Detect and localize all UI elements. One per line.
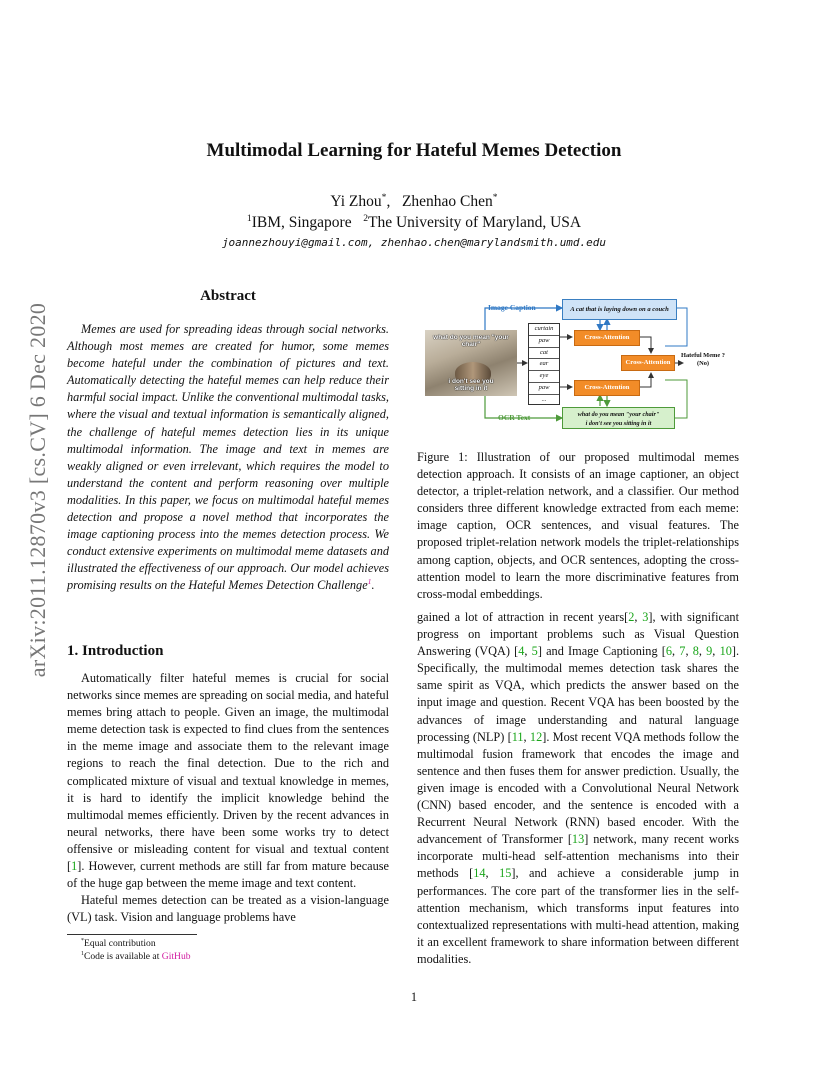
citation-link[interactable]: 1 [71,859,78,874]
text-run: , [485,866,500,881]
footnote [67,937,389,950]
citation-link[interactable]: 9 [706,644,713,659]
footnote-mark: * [81,937,84,944]
output-answer: (No) [696,360,710,367]
text-run: ], with significant progress on important problems such as Visual Question Answering (VQA) [ [417,610,739,659]
paragraph [67,670,389,892]
citation-link[interactable]: 14 [473,866,486,881]
cross-attention-block-middle: Cross-Attention [621,355,675,371]
arxiv-identifier [20,290,56,690]
text-run: ] and Image Captioning [ [537,644,666,659]
citation-link[interactable]: 2 [628,610,635,624]
output-question: Hateful Meme ? [681,352,726,359]
citation-link[interactable]: 8 [692,644,699,659]
text-run: , [712,644,720,659]
citation-link[interactable]: 6 [665,644,673,659]
citation-link[interactable]: 11 [511,729,524,744]
equal-contribution-mark: * [381,191,387,203]
object-label: ... [541,395,547,403]
affiliations [0,214,828,232]
text-run: , [523,729,530,744]
footnote-text: Code is available at [83,951,162,962]
right-column-text [417,609,739,968]
text-run: gained a lot of attraction in recent years[ [417,610,629,624]
introduction-text [67,670,389,926]
ocr-text-box [562,407,675,429]
citation-link[interactable]: 12 [529,729,543,744]
figure-caption: Figure 1: Illustration of our proposed multimodal memes detection approach. It consists of an image captioner, an object detector, a triplet-relation network, and a classifier. Our method considers three different knowledge extracted from each meme: image caption, OCR sentences, and visual features. The proposed triplet-relation network models the triplet-relationships among caption, objects, and OCR sentences, adopting the cross-attention model to learn the more discriminative features from cross-modal embeddings. [417,450,739,601]
arxiv-identifier-text: arXiv:2011.12870v3 [cs.CV] 6 Dec 2020 [25,302,50,678]
citation-link[interactable]: 5 [531,644,538,659]
text-run: ] network, many recent works incorporate multi-head self-attention mechanisms into their methods [ [417,832,739,881]
object-label: paw [529,336,559,348]
footnotes [67,937,389,963]
ocr-text-label: OCR Text [498,413,531,422]
text-run: , [634,610,643,624]
ocr-line: what do you mean "your chair" [577,411,660,418]
citation-link[interactable]: 4 [518,644,525,659]
affiliation-number: 1 [246,212,252,224]
footnote-text: Equal contribution [83,938,156,949]
cross-attention-block-top: Cross-Attention [574,330,640,346]
object-label: ear [529,359,559,371]
figure-1 [425,296,737,434]
text-run: ], and achieve a considerable jump in performances. The core part of the transformer lies in the self-attention mechanism, which transforms input features into contextualized representations with multi-head attention, making it an excellent framework to share information between different modalities. [417,866,739,966]
object-list [528,323,560,405]
citation-link[interactable]: 15 [499,866,512,881]
classifier-output [681,352,725,368]
text-run: ]. However, current methods are still far from mature because of the huge gap between the meme image and text content. [67,859,389,891]
meme-bottom-text: i don't see you sitting in it [448,378,494,392]
text-run: , [524,644,532,659]
footnote-divider [67,934,197,935]
page-number: 1 [410,990,418,1004]
citation-link[interactable]: 13 [571,832,585,847]
text-run: , [698,644,707,659]
abstract-heading: Abstract [200,288,256,304]
meme-top-text: what do you mean "your chair" [433,334,509,348]
footnote [67,950,389,963]
text-run: ]. Most recent VQA methods follow the multimodal fusion framework that encodes the image and sentence and then fuses them for answer prediction. Usually, the given image is encoded with a Convolutional Neural Network (CNN) based encoder, and the sentence is encoded with a Recurrent Neural Network (RNN) based encoder. With the advancement of Transformer [ [417,729,739,847]
image-caption-box: A cat that is laying down on a couch [562,299,677,320]
author-emails: joannezhouyi@gmail.com, zhenhao.chen@marylandsmith.umd.edu [221,236,607,249]
paper-title: Multimodal Learning for Hateful Memes Detection [206,140,622,161]
citation-link[interactable]: 10 [719,644,732,659]
citation-link[interactable]: 7 [679,644,686,659]
paragraph: Hateful memes detection can be treated as a vision-language (VL) task. Vision and language problems have [67,893,389,925]
footnote-ref[interactable]: 1 [367,577,372,587]
object-label: eye [529,371,559,383]
text-run: Automatically filter hateful memes is crucial for social networks since memes are spreading on social media, and hateful memes bring attach to people. Given an image, the multimodal meme detection task is expected to find clues from the sentences in the meme image and associate them to the relevant image regions to reach the final detection. Due to the rich and complicated mixture of visual and textual knowledge in memes, it is hard to identify the implicit knowledge behind the multimodal memes efficiently. Driven by the recent advances in neural networks, there have been some works try to detect offensive or misleading content for visual and textual content [ [67,671,389,874]
equal-contribution-mark: * [492,191,498,203]
abstract-text [67,321,389,595]
object-label: cat [529,348,559,360]
meme-image [425,330,517,396]
affiliation: The University of Maryland, USA [368,214,582,231]
section-heading-introduction: 1. Introduction [67,643,164,659]
github-link[interactable]: GitHub [161,951,191,962]
abstract-end: . [371,578,375,593]
text-run: , [672,644,680,659]
author-name: Zhenhao Chen [401,193,493,210]
object-label: paw [529,383,559,395]
text-run: ]. Specifically, the multimodal memes detection task shares the same spirit as VQA, which predicts the answer based on the input image and question. Recent VQA has been boosted by the advances of image understanding and natural language processing (NLP) [ [417,644,740,744]
affiliation: IBM, Singapore [251,214,352,231]
affiliation-number: 2 [363,212,368,224]
paragraph [417,609,739,968]
citation-link[interactable]: 3 [642,610,649,624]
ocr-line: i don't see you sitting in it [585,420,652,427]
abstract-body: Memes are used for spreading ideas through social networks. Although most memes are created for humor, some memes become hateful under the combination of pictures and text. Automatically detecting the hateful memes can help reduce their harmful social impact. Unlike the conventional multimodal tasks, where the visual and textual information is semantically aligned, the challenge of hateful memes detection lies in its unique multimodal information. The image and text in memes are weakly aligned or even irrelevant, which requires the model to understand the content and perform reasoning over multiple modalities. In this paper, we focus on multimodal hateful memes detection and propose a novel method that incorporates the image captioning process into the memes detection process. We conduct extensive experiments on multimodal meme datasets and illustrated the effectiveness of our approach. Our model achieves promising results on the Hateful Memes Detection Challenge [67,322,389,593]
cross-attention-block-bottom: Cross-Attention [574,380,640,396]
author-list [0,193,828,211]
text-run: , [685,644,693,659]
footnote-mark: 1 [81,950,84,957]
author-separator: , [386,193,402,210]
image-caption-label: Image Caption [488,303,536,312]
author-name: Yi Zhou [330,193,382,210]
object-label: curtain [529,324,559,336]
